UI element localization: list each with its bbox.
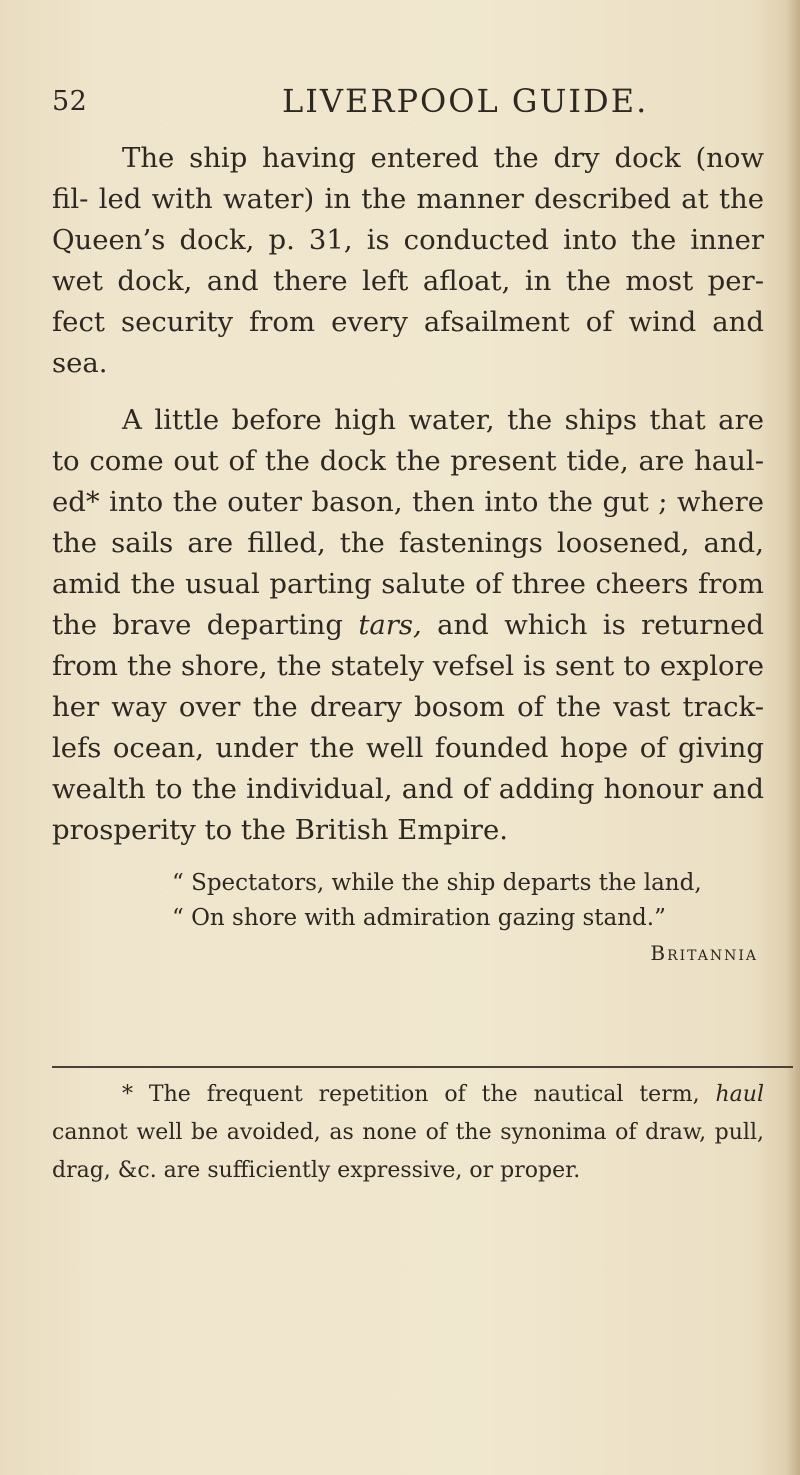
paragraph-departure-text-1: A little before high water, the ships that are to come out of the dock the present tide, are haul- ed* into the outer bason, then into the gut ; where the sails are filled, the fastenings loosened, and, amid the usual parting salute of three cheers from the brave departing	[52, 404, 764, 641]
quote-attribution: Britannia	[650, 941, 758, 965]
page-header	[52, 82, 752, 130]
footnote-italic-term: haul	[715, 1082, 764, 1107]
footnote	[52, 1076, 764, 1190]
verse-quote	[52, 866, 764, 971]
running-head: LIVERPOOL GUIDE.	[282, 82, 649, 120]
footnote-text-1: * The frequent repetition of the nautical term,	[122, 1082, 716, 1107]
paragraph-departure-italic: tars,	[358, 609, 422, 641]
quote-line-1: “ Spectators, while the ship departs the land,	[172, 870, 702, 896]
page-number: 52	[52, 86, 88, 117]
paragraph-departure	[52, 400, 764, 851]
paragraph-departure-text-2: and which is returned from the shore, the stately vefsel is sent to explore her way over the dreary bosom of the vast track- lefs ocean, under the well founded hope of giving wealth to the individual, and of adding honour and prosperity to the British Empire.	[52, 609, 764, 846]
footnote-text-2: cannot well be avoided, as none of the synonima of draw, pull, drag, &c. are sufficiently expressive, or proper.	[52, 1120, 764, 1183]
page-edge-shadow	[786, 0, 800, 1475]
paragraph-dry-dock: The ship having entered the dry dock (now fil- led with water) in the manner described at the Queen’s dock, p. 31, is conducted into the inner wet dock, and there left afloat, in the most per- fect security from every afsailment of wind and sea.	[52, 142, 764, 379]
footnote-divider	[52, 1066, 793, 1068]
quote-line-2: “ On shore with admiration gazing stand.”	[172, 905, 666, 931]
